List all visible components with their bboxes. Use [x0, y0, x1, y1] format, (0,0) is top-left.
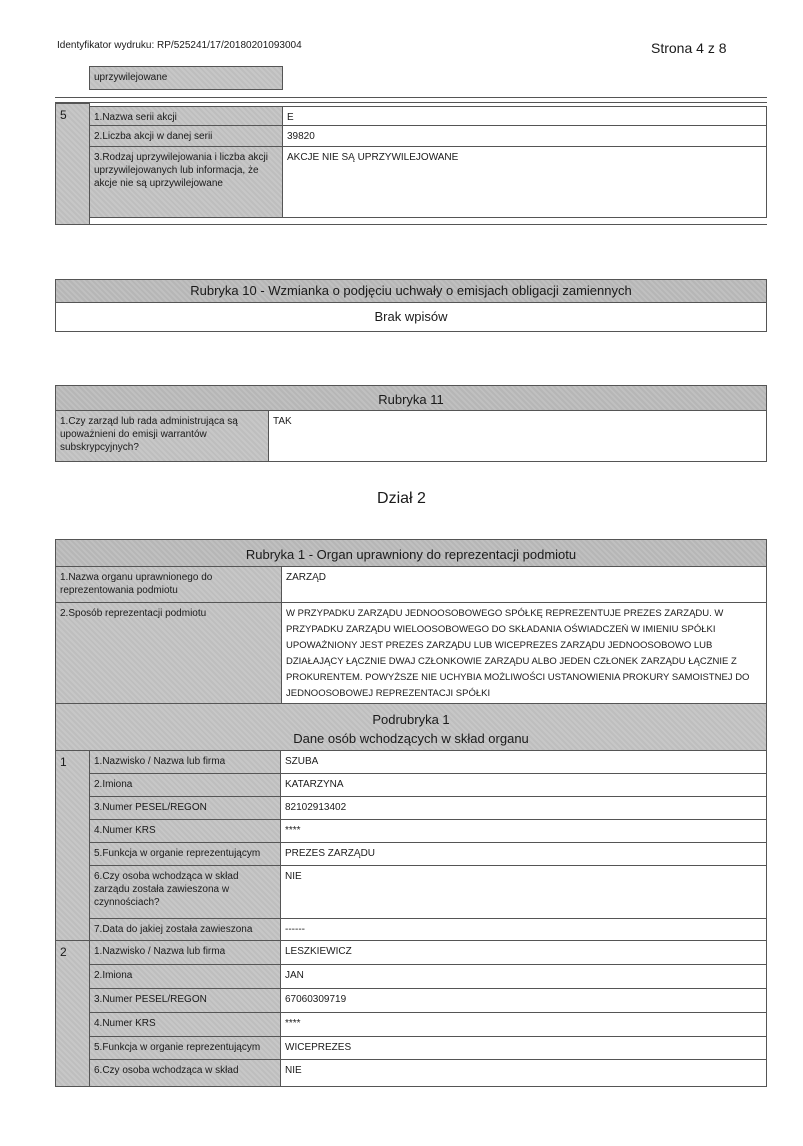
person-value: **** [280, 819, 767, 843]
person-number: 2 [55, 940, 90, 1087]
subsection-title: Podrubryka 1 [372, 712, 450, 727]
row-label: 2.Liczba akcji w danej serii [89, 125, 283, 147]
person-label: 6.Czy osoba wchodząca w skład zarządu została zawieszona w czynnościach? [89, 865, 281, 919]
person-number: 1 [55, 750, 90, 941]
prev-label: uprzywilejowane [89, 66, 283, 90]
rubryka10-content: Brak wpisów [55, 302, 767, 332]
person-label: 2.Imiona [89, 773, 281, 797]
rubryka11-value: TAK [268, 410, 767, 462]
person-label: 2.Imiona [89, 964, 281, 989]
row-label: 1.Nazwa organu uprawnionego do reprezentowania podmiotu [55, 566, 282, 603]
person-value: JAN [280, 964, 767, 989]
entry-number: 5 [55, 103, 90, 225]
person-label: 4.Numer KRS [89, 819, 281, 843]
person-value: WICEPREZES [280, 1036, 767, 1060]
row-value: E [282, 106, 767, 126]
row-value: ZARZĄD [281, 566, 767, 603]
person-label: 1.Nazwisko / Nazwa lub firma [89, 940, 281, 965]
page-number: Strona 4 z 8 [651, 40, 727, 56]
person-label: 3.Numer PESEL/REGON [89, 988, 281, 1013]
rubryka11-title: Rubryka 11 [55, 385, 767, 411]
row-label: 2.Sposób reprezentacji podmiotu [55, 602, 282, 704]
row-label: 1.Nazwa serii akcji [89, 106, 283, 126]
row-label: 3.Rodzaj uprzywilejowania i liczba akcji uprzywilejowanych lub informacja, że akcje nie są uprzywilejowane [89, 146, 283, 218]
person-value: LESZKIEWICZ [280, 940, 767, 965]
rubryka1-title: Rubryka 1 - Organ uprawniony do reprezentacji podmiotu [55, 539, 767, 567]
rubryka10-title: Rubryka 10 - Wzmianka o podjęciu uchwały o emisjach obligacji zamiennych [55, 279, 767, 303]
person-value: KATARZYNA [280, 773, 767, 797]
person-value: NIE [280, 865, 767, 919]
row-value: AKCJE NIE SĄ UPRZYWILEJOWANE [282, 146, 767, 218]
print-identifier: Identyfikator wydruku: RP/525241/17/20180201093004 [57, 40, 302, 51]
person-label: 5.Funkcja w organie reprezentującym [89, 1036, 281, 1060]
person-value: 82102913402 [280, 796, 767, 820]
person-value: ------ [280, 918, 767, 941]
person-label: 4.Numer KRS [89, 1012, 281, 1037]
person-label: 5.Funkcja w organie reprezentującym [89, 842, 281, 866]
divider [89, 224, 767, 225]
person-label: 7.Data do jakiej została zawieszona [89, 918, 281, 941]
divider [55, 102, 767, 103]
person-label: 6.Czy osoba wchodząca w skład [89, 1059, 281, 1087]
person-value: SZUBA [280, 750, 767, 774]
subsection-header [55, 703, 767, 751]
person-label: 3.Numer PESEL/REGON [89, 796, 281, 820]
person-value: NIE [280, 1059, 767, 1087]
section-heading: Dział 2 [377, 490, 426, 507]
row-value: 39820 [282, 125, 767, 147]
rubryka11-label: 1.Czy zarząd lub rada administrująca są upoważnieni do emisji warrantów subskrypcyjnych? [55, 410, 269, 462]
person-label: 1.Nazwisko / Nazwa lub firma [89, 750, 281, 774]
person-value: 67060309719 [280, 988, 767, 1013]
person-value: **** [280, 1012, 767, 1037]
divider [55, 97, 767, 98]
row-value: W PRZYPADKU ZARZĄDU JEDNOOSOBOWEGO SPÓŁKĘ REPREZENTUJE PREZES ZARZĄDU. W PRZYPADKU ZARZĄDU WIELOOSOBOWEGO DO SKŁADANIA OŚWIADCZEŃ W IMIENIU SPÓŁKI UPOWAŻNIONY JEST PREZES ZARZĄDU LUB WICEPREZES ZARZĄDU JEDNOOSOBOWO LUB DZIAŁAJĄCY ŁĄCZNIE DWAJ CZŁONKOWIE ZARZĄDU ALBO JEDEN CZŁONEK ZARZĄDU ŁĄCZNIE Z PROKURENTEM. POWYŻSZE NIE UCHYBIA MOŻLIWOŚCI USTANOWIENIA PROKURY SAMOISTNEJ DO JEDNOOSOBOWEJ REPREZENTACJI SPÓŁKI [281, 602, 767, 704]
subsection-subtitle: Dane osób wchodzących w skład organu [293, 731, 529, 746]
person-value: PREZES ZARZĄDU [280, 842, 767, 866]
